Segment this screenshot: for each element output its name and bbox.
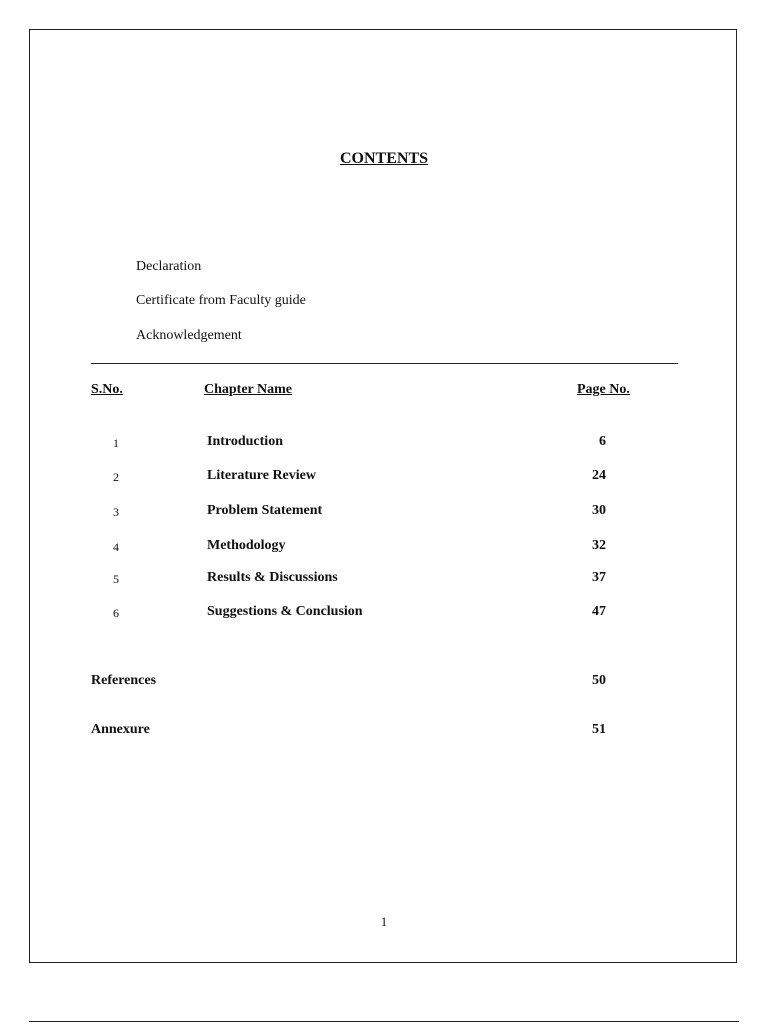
section-divider — [91, 363, 678, 364]
page-number: 1 — [380, 914, 388, 929]
toc-references-page: 50 — [592, 673, 606, 688]
toc-row-chapter: Results & Discussions — [207, 570, 338, 585]
toc-row-page: 6 — [599, 434, 606, 449]
toc-prelim-certificate: Certificate from Faculty guide — [136, 293, 306, 308]
toc-prelim-declaration: Declaration — [136, 259, 202, 274]
toc-row-page: 24 — [592, 468, 606, 483]
toc-row-sno: 6 — [113, 606, 119, 620]
toc-row-sno: 2 — [113, 470, 119, 484]
toc-row-page: 32 — [592, 538, 606, 553]
toc-row-chapter: Problem Statement — [207, 503, 323, 518]
toc-row-chapter: Methodology — [207, 538, 286, 553]
toc-annexure-page: 51 — [592, 722, 606, 737]
toc-row-chapter: Introduction — [207, 434, 283, 449]
toc-row-sno: 1 — [113, 436, 119, 450]
toc-row-sno: 3 — [113, 505, 119, 519]
page-border — [29, 29, 737, 963]
header-page-no: Page No. — [577, 382, 630, 397]
toc-row-sno: 5 — [113, 572, 119, 586]
toc-row-page: 30 — [592, 503, 606, 518]
toc-row-page: 47 — [592, 604, 606, 619]
toc-row-chapter: Literature Review — [207, 468, 316, 483]
page-title: CONTENTS — [339, 150, 429, 167]
toc-row-page: 37 — [592, 570, 606, 585]
header-sno: S.No. — [91, 382, 123, 397]
next-page-border — [29, 1021, 739, 1022]
toc-annexure-label: Annexure — [91, 722, 150, 737]
toc-prelim-acknowledgement: Acknowledgement — [136, 328, 242, 343]
toc-row-chapter: Suggestions & Conclusion — [207, 604, 363, 619]
toc-row-sno: 4 — [113, 540, 119, 554]
header-chapter-name: Chapter Name — [204, 382, 293, 397]
toc-references-label: References — [91, 673, 157, 688]
